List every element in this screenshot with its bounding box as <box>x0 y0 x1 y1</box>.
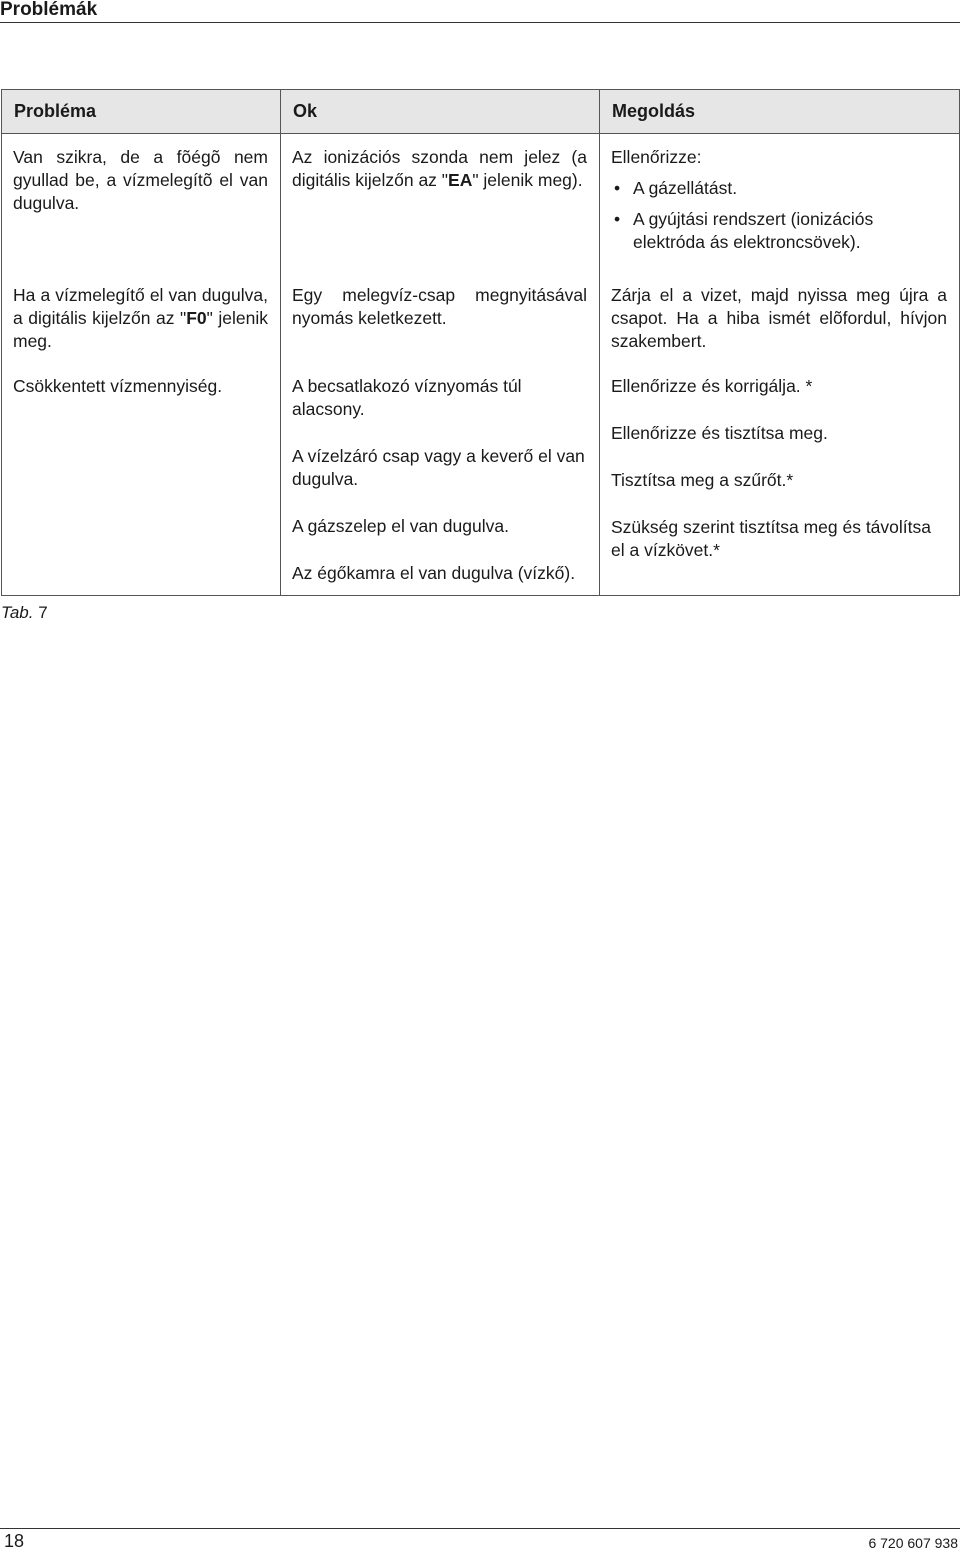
solution-item: Ellenőrizze és korrigálja. * <box>611 376 813 396</box>
solution-cell <box>600 134 960 273</box>
header-cause: Ok <box>281 90 600 134</box>
caption-prefix: Tab. <box>1 603 34 622</box>
solution-item: Szükség szerint tisztítsa meg és távolítsa el a vízkövet.* <box>611 517 931 560</box>
section-title: Problémák <box>0 0 98 20</box>
problem-text: Van szikra, de a fõégõ nem gyullad be, a vízmelegítõ el van dugulva. <box>13 147 268 213</box>
header-solution: Megoldás <box>600 90 960 134</box>
solution-intro: Ellenőrizze: <box>611 147 702 167</box>
list-item: • A gázellátást. <box>611 177 947 200</box>
cause-cell <box>281 363 600 596</box>
solution-cell <box>600 272 960 363</box>
problem-text: Csökkentett vízmennyiség. <box>13 376 223 396</box>
list-item: • A gyújtási rendszert (ionizációs elektróda ás elektroncsövek). <box>611 208 947 254</box>
cause-cell <box>281 272 600 363</box>
problem-text: Ha a vízmelegítő el van dugulva, a digitális kijelzőn az " <box>13 285 268 328</box>
table-row <box>2 363 960 596</box>
problem-text-end: " jelenik meg. <box>13 308 268 351</box>
table-row <box>2 134 960 273</box>
title-divider <box>0 22 960 23</box>
cause-text-end: " jelenik meg). <box>472 170 583 190</box>
table-row <box>2 272 960 363</box>
cause-text: Egy melegvíz-csap megnyitásával nyomás keletkezett. <box>292 285 587 328</box>
solution-item: Ellenőrizze és tisztítsa meg. <box>611 423 828 443</box>
troubleshooting-table <box>1 89 960 596</box>
cause-item: Az égőkamra el van dugulva (vízkő). <box>292 563 576 583</box>
solution-text: Zárja el a vizet, majd nyissa meg újra a csapot. Ha a hiba ismét elõfordul, hívjon szakembert. <box>611 285 947 351</box>
problem-cell <box>2 363 281 596</box>
problem-cell <box>2 134 281 273</box>
table-header-row <box>2 90 960 134</box>
problem-cell <box>2 272 281 363</box>
solution-cell <box>600 363 960 596</box>
solution-list <box>611 177 947 254</box>
error-code: F0 <box>186 308 207 328</box>
header-problem: Probléma <box>2 90 281 134</box>
page-number: 18 <box>4 1531 25 1551</box>
cause-text: Az ionizációs szonda nem jelez (a digitális kijelzőn az " <box>292 147 587 190</box>
table-caption <box>1 603 48 623</box>
caption-number: 7 <box>38 603 48 622</box>
cause-item: A becsatlakozó víznyomás túl alacsony. <box>292 376 522 419</box>
solution-item: Tisztítsa meg a szűrőt.* <box>611 470 794 490</box>
cause-item: A gázszelep el van dugulva. <box>292 516 509 536</box>
error-code: EA <box>448 170 473 190</box>
document-number: 6 720 607 938 <box>868 1535 958 1551</box>
footer-divider <box>0 1528 960 1529</box>
cause-item: A vízelzáró csap vagy a keverő el van dugulva. <box>292 446 585 489</box>
cause-cell <box>281 134 600 273</box>
